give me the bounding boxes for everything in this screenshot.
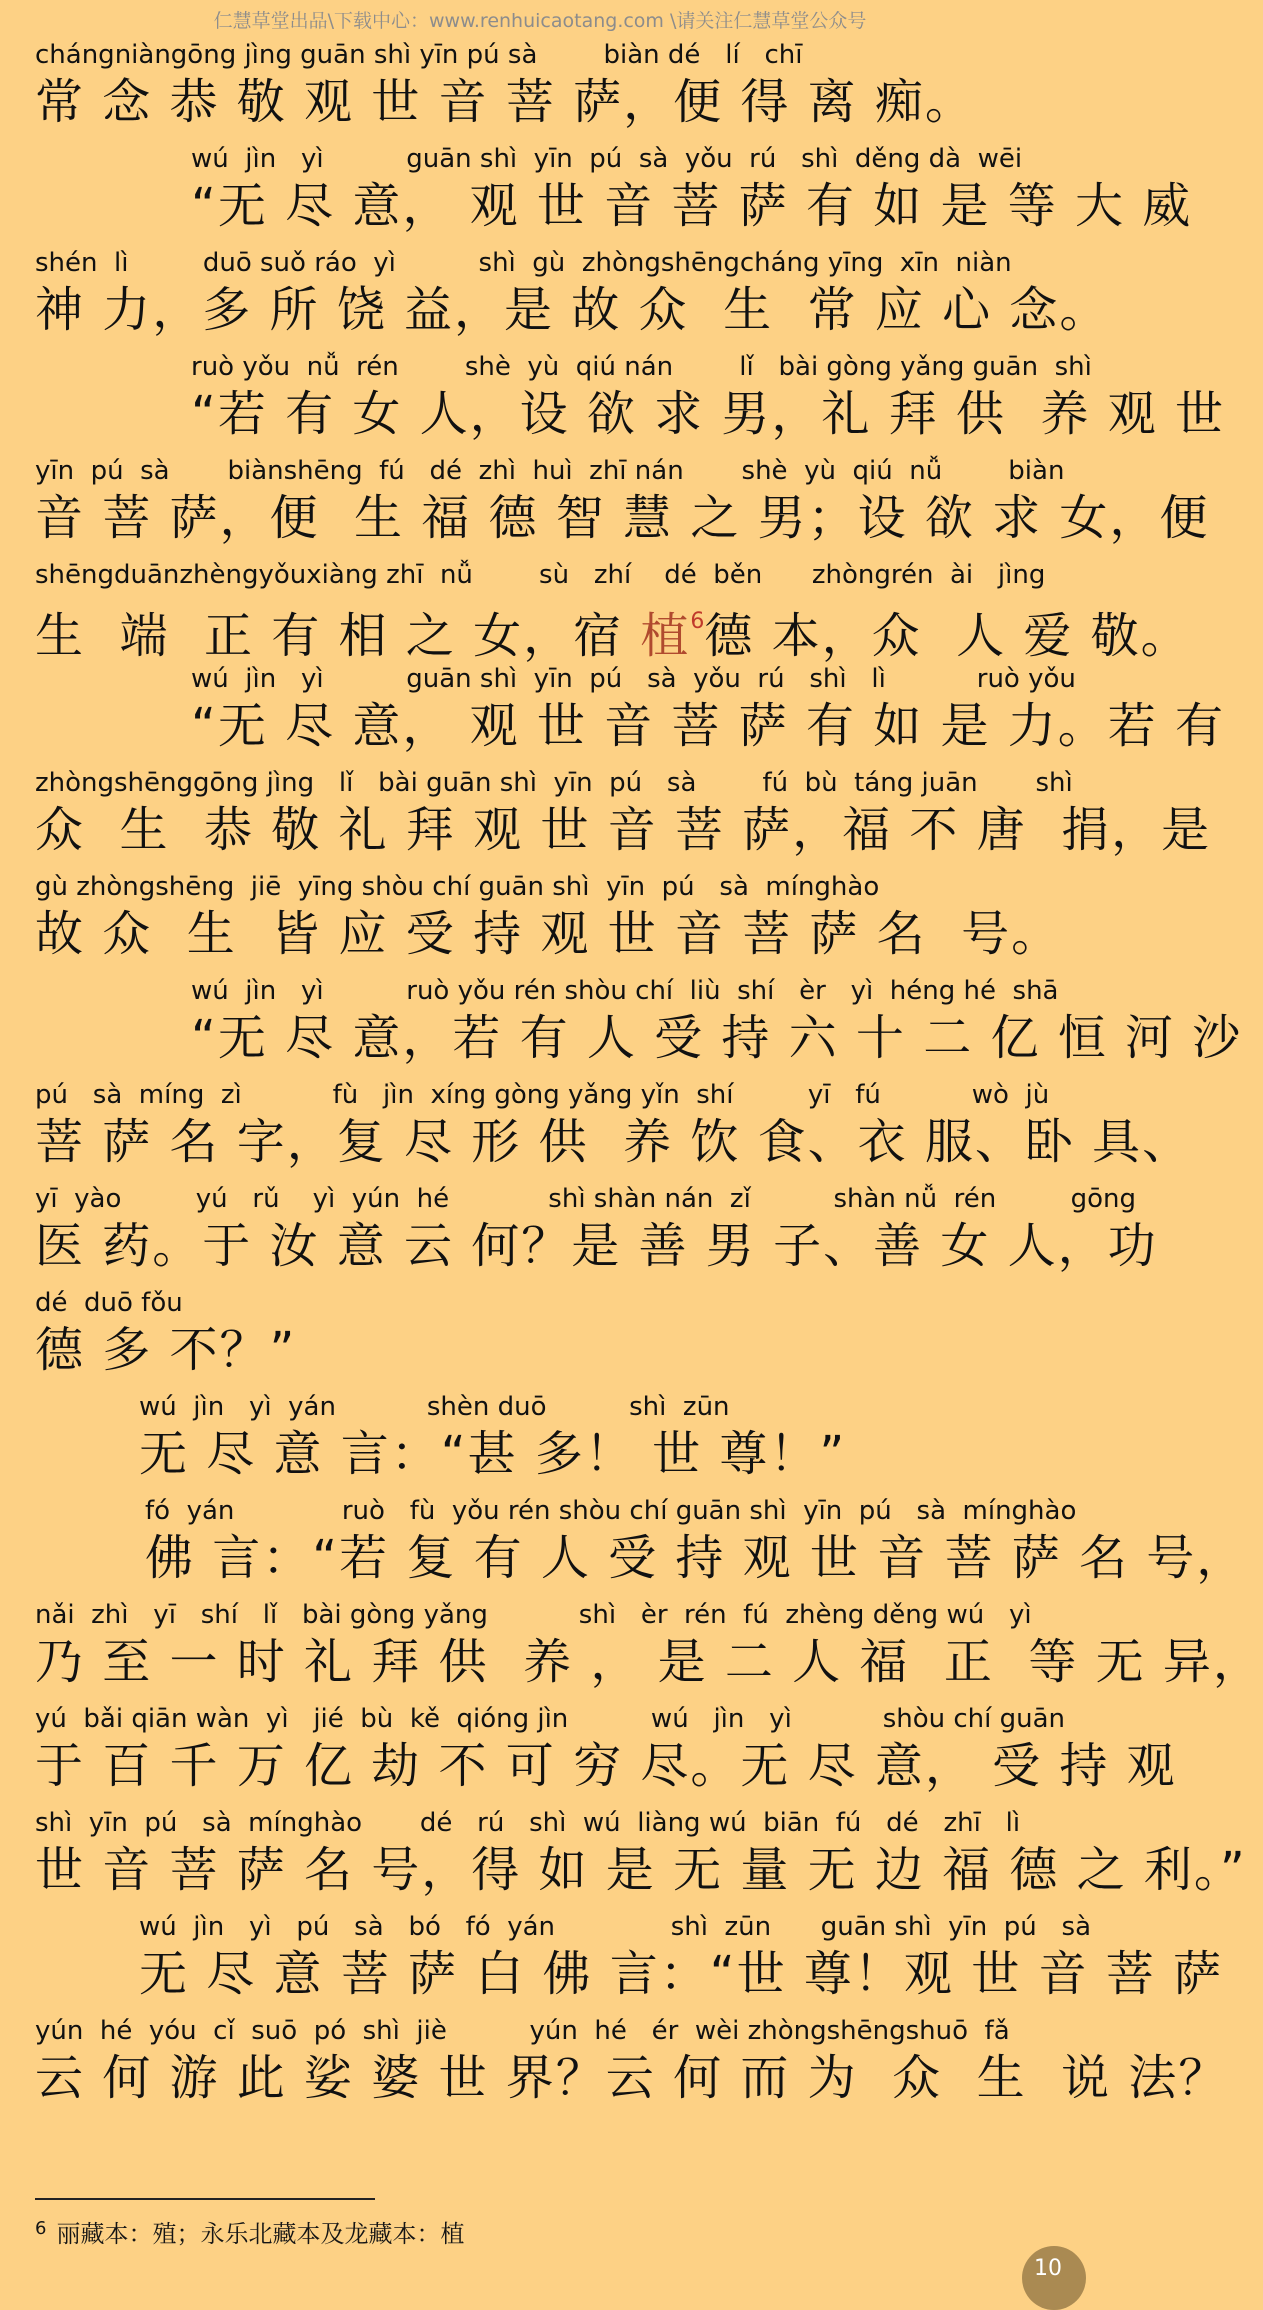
pinyin: fó yán ruò fù yǒu rén shòu chí guān shì yīn pú sà mínghào xyxy=(145,1496,1077,1526)
pinyin: ruò yǒu nǚ rén shè yù qiú nán lǐ bài gòng yǎng guān shì xyxy=(191,352,1092,382)
pinyin: yīn pú sà biànshēng fú dé zhì huì zhī nán shè yù qiú nǚ biàn xyxy=(35,456,1065,486)
hanzi: 无 尽 意 菩 萨 白 佛 言：“世 尊！观 世 音 菩 萨 xyxy=(139,1946,1223,2002)
text-line xyxy=(139,1910,1223,2014)
text-line xyxy=(35,766,1212,870)
hanzi: 常 念 恭 敬 观 世 音 菩 萨，便 得 离 痴。 xyxy=(35,74,975,130)
pinyin: pú sà míng zì fù jìn xíng gòng yǎng yǐn shí yī fú wò jù xyxy=(35,1080,1050,1110)
hanzi: 故 众 生 皆 应 受 持 观 世 音 菩 萨 名 号。 xyxy=(35,906,1062,962)
pinyin: shì yīn pú sà mínghào dé rú shì wú liàng wú biān fú dé zhī lì xyxy=(35,1808,1021,1838)
text-line xyxy=(35,1598,1263,1702)
pinyin: shēngduānzhèngyǒuxiàng zhī nǚ sù zhí dé běn zhòngrén ài jìng xyxy=(35,560,1046,590)
text-line xyxy=(35,454,1210,558)
text-line xyxy=(191,662,1225,766)
hanzi: 德 多 不？” xyxy=(35,1322,297,1378)
text-line xyxy=(35,2014,1229,2118)
footnote-text: 丽藏本：殖；永乐北藏本及龙藏本：植 xyxy=(56,2220,465,2248)
footnote xyxy=(35,2214,464,2249)
page-header: 仁慧草堂出品\下载中心：www.renhuicaotang.com \请关注仁慧草堂公众号 xyxy=(213,10,867,32)
text-line xyxy=(35,246,1110,350)
text-line xyxy=(35,1702,1177,1806)
text-line xyxy=(191,974,1243,1078)
text-line xyxy=(191,350,1225,454)
pinyin: wú jìn yì guān shì yīn pú sà yǒu rú shì lì ruò yǒu xyxy=(191,664,1076,694)
hanzi xyxy=(35,592,1191,664)
pinyin: wú jìn yì ruò yǒu rén shòu chí liù shí èr yì héng hé shā xyxy=(191,976,1059,1006)
hanzi: 音 菩 萨，便 生 福 德 智 慧 之 男；设 欲 求 女，便 xyxy=(35,490,1210,546)
hanzi: “无 尽 意， 观 世 音 菩 萨 有 如 是 力。若 有 xyxy=(191,698,1225,754)
pinyin: yú bǎi qiān wàn yì jié bù kě qióng jìn wú jìn yì shòu chí guān xyxy=(35,1704,1066,1734)
hanzi: “无 尽 意，若 有 人 受 持 六 十 二 亿 恒 河 沙 xyxy=(191,1010,1243,1066)
text-line xyxy=(35,870,1062,974)
text-line xyxy=(35,38,1055,142)
pinyin: gù zhòngshēng jiē yīng shòu chí guān shì yīn pú sà mínghào xyxy=(35,872,880,902)
text-line xyxy=(191,142,1193,246)
pinyin: dé duō fǒu xyxy=(35,1288,183,1318)
footnote-divider xyxy=(35,2198,375,2200)
hanzi: 世 音 菩 萨 名 号，得 如 是 无 量 无 边 福 德 之 利。” xyxy=(35,1842,1247,1898)
text-line xyxy=(35,1078,1193,1182)
footnote-marker[interactable]: 6 xyxy=(690,609,705,634)
page-number-badge: 10 xyxy=(1022,2246,1086,2310)
text-line xyxy=(35,558,1191,664)
hanzi: 乃 至 一 时 礼 拜 供 养 ， 是 二 人 福 正 等 无 异， xyxy=(35,1634,1263,1690)
text-line xyxy=(35,1286,1055,1390)
pinyin: chángniàngōng jìng guān shì yīn pú sà biàn dé lí chī xyxy=(35,40,803,70)
hanzi: 佛 言：“若 复 有 人 受 持 观 世 音 菩 萨 名 号， xyxy=(145,1530,1247,1586)
pinyin: wú jìn yì guān shì yīn pú sà yǒu rú shì děng dà wēi xyxy=(191,144,1023,174)
hanzi-part: 德 本，众 人 爱 敬。 xyxy=(704,608,1191,664)
scripture-text xyxy=(35,38,1263,2118)
hanzi-part: 生 端 正 有 相 之 女，宿 xyxy=(35,608,641,664)
hanzi: 神 力，多 所 饶 益，是 故 众 生 常 应 心 念。 xyxy=(35,282,1110,338)
text-line xyxy=(35,1806,1247,1910)
text-line xyxy=(139,1390,1055,1494)
footnote-number: 6 xyxy=(35,2218,47,2239)
pinyin: nǎi zhì yī shí lǐ bài gòng yǎng shì èr rén fú zhèng děng wú yì xyxy=(35,1600,1032,1630)
text-line xyxy=(35,1182,1158,1286)
pinyin: yún hé yóu cǐ suō pó shì jiè yún hé ér wèi zhòngshēngshuō fǎ xyxy=(35,2016,1010,2046)
hanzi: 于 百 千 万 亿 劫 不 可 穷 尽。无 尽 意， 受 持 观 xyxy=(35,1738,1177,1794)
pinyin: yī yào yú rǔ yì yún hé shì shàn nán zǐ shàn nǚ rén gōng xyxy=(35,1184,1137,1214)
hanzi: 无 尽 意 言：“甚 多！ 世 尊！” xyxy=(139,1426,847,1482)
highlighted-character: 植 xyxy=(640,608,691,664)
pinyin: wú jìn yì yán shèn duō shì zūn xyxy=(139,1392,730,1422)
hanzi: 菩 萨 名 字，复 尽 形 供 养 饮 食、衣 服、卧 具、 xyxy=(35,1114,1193,1170)
pinyin: shén lì duō suǒ ráo yì shì gù zhòngshēngcháng yīng xīn niàn xyxy=(35,248,1012,278)
pinyin: wú jìn yì pú sà bó fó yán shì zūn guān shì yīn pú sà xyxy=(139,1912,1092,1942)
hanzi: 云 何 游 此 娑 婆 世 界？云 何 而 为 众 生 说 法？ xyxy=(35,2050,1229,2106)
hanzi: 医 药。于 汝 意 云 何？是 善 男 子、善 女 人，功 xyxy=(35,1218,1158,1274)
hanzi: “无 尽 意， 观 世 音 菩 萨 有 如 是 等 大 威 xyxy=(191,178,1193,234)
hanzi: 众 生 恭 敬 礼 拜 观 世 音 菩 萨，福 不 唐 捐，是 xyxy=(35,802,1212,858)
text-line xyxy=(145,1494,1247,1598)
pinyin: zhòngshēnggōng jìng lǐ bài guān shì yīn pú sà fú bù táng juān shì xyxy=(35,768,1073,798)
hanzi: “若 有 女 人，设 欲 求 男，礼 拜 供 养 观 世 xyxy=(191,386,1225,442)
